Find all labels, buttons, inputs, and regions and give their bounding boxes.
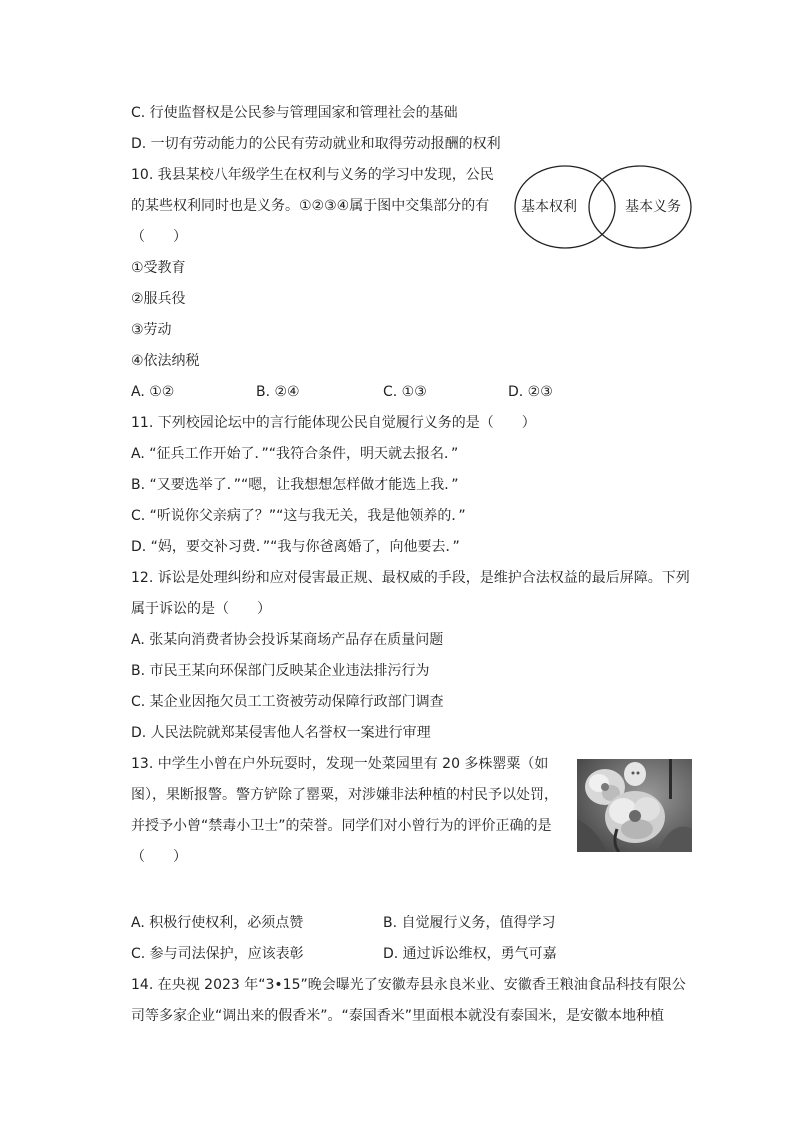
q10-stem-line-2: 的某些权利同时也是义务。①②③④属于图中交集部分的有 (131, 198, 490, 214)
q13-options-row-1 (131, 913, 691, 933)
q10-stem-line-1: 10. 我县某校八年级学生在权利与义务的学习中发现，公民 (131, 167, 494, 183)
q9-option-c: C. 行使监督权是公民参与管理国家和管理社会的基础 (131, 105, 458, 121)
q10-item-2: ②服兵役 (131, 291, 186, 307)
q13-option-d: D. 通过诉讼维权，勇气可嘉 (383, 946, 557, 962)
q14-stem-line-1: 14. 在央视 2023 年“3•15”晚会曝光了安徽寿县永良米业、安徽香王粮油食品科技有限公 (131, 977, 686, 993)
q10-option-b: B. ②④ (256, 384, 300, 400)
q13-answer-blank: （ ） (131, 849, 187, 865)
q13-options-row-2 (131, 944, 691, 964)
q10-option-c: C. ①③ (383, 384, 427, 400)
q10-option-d: D. ②③ (508, 384, 553, 400)
q12-option-d: D. 人民法院就郑某侵害他人名誉权一案进行审理 (131, 725, 431, 741)
q11-stem: 11. 下列校园论坛中的言行能体现公民自觉履行义务的是（ ） (131, 415, 536, 431)
poppy-flower-image (577, 759, 692, 852)
q13-option-c: C. 参与司法保护，应该表彰 (131, 946, 304, 962)
q13-option-a: A. 积极行使权利，必须点赞 (131, 915, 304, 931)
q13-stem-line-3: 并授予小曾“禁毒小卫士”的荣誉。同学们对小曾行为的评价正确的是 (131, 818, 552, 834)
q13-stem-line-1: 13. 中学生小曾在户外玩耍时，发现一处菜园里有 20 多株罂粟（如 (131, 756, 549, 772)
poppy-photo (577, 759, 692, 852)
q11-option-a: A. “征兵工作开始了．”“我符合条件，明天就去报名．” (131, 446, 459, 462)
q10-answer-blank: （ ） (131, 229, 187, 245)
q11-option-c: C. “听说你父亲病了？”“这与我无关，我是他领养的．” (131, 508, 466, 524)
q10-item-4: ④依法纳税 (131, 353, 200, 369)
venn-left-label: 基本权利 (521, 199, 577, 215)
venn-diagram (514, 165, 692, 249)
q13-option-b: B. 自觉履行义务，值得学习 (383, 915, 556, 931)
q11-option-b: B. “又要选举了．”“嗯，让我想想怎样做才能选上我．” (131, 477, 459, 493)
q13-stem-line-2: 图），果断报警。警方铲除了罂粟，对涉嫌非法种植的村民予以处罚， (131, 787, 558, 803)
q10-item-3: ③劳动 (131, 322, 172, 338)
venn-right-label: 基本义务 (625, 199, 681, 215)
q14-stem-line-2: 司等多家企业“调出来的假香米”。“泰国香米”里面根本就没有泰国米，是安徽本地种植 (131, 1008, 665, 1024)
q10-options (131, 382, 691, 402)
q9-option-d: D. 一切有劳动能力的公民有劳动就业和取得劳动报酬的权利 (131, 136, 501, 152)
q10-option-a: A. ①② (131, 384, 175, 400)
q12-stem-line-2: 属于诉讼的是（ ） (131, 601, 271, 617)
q12-option-b: B. 市民王某向环保部门反映某企业违法排污行为 (131, 663, 430, 679)
q12-stem-line-1: 12. 诉讼是处理纠纷和应对侵害最正规、最权威的手段，是维护合法权益的最后屏障。下列 (131, 570, 690, 586)
q12-option-a: A. 张某向消费者协会投诉某商场产品存在质量问题 (131, 632, 444, 648)
q12-option-c: C. 某企业因拖欠员工工资被劳动保障行政部门调查 (131, 694, 444, 710)
q10-item-1: ①受教育 (131, 260, 186, 276)
q11-option-d: D. “妈，要交补习费．”“我与你爸离婚了，向他要去．” (131, 539, 460, 555)
